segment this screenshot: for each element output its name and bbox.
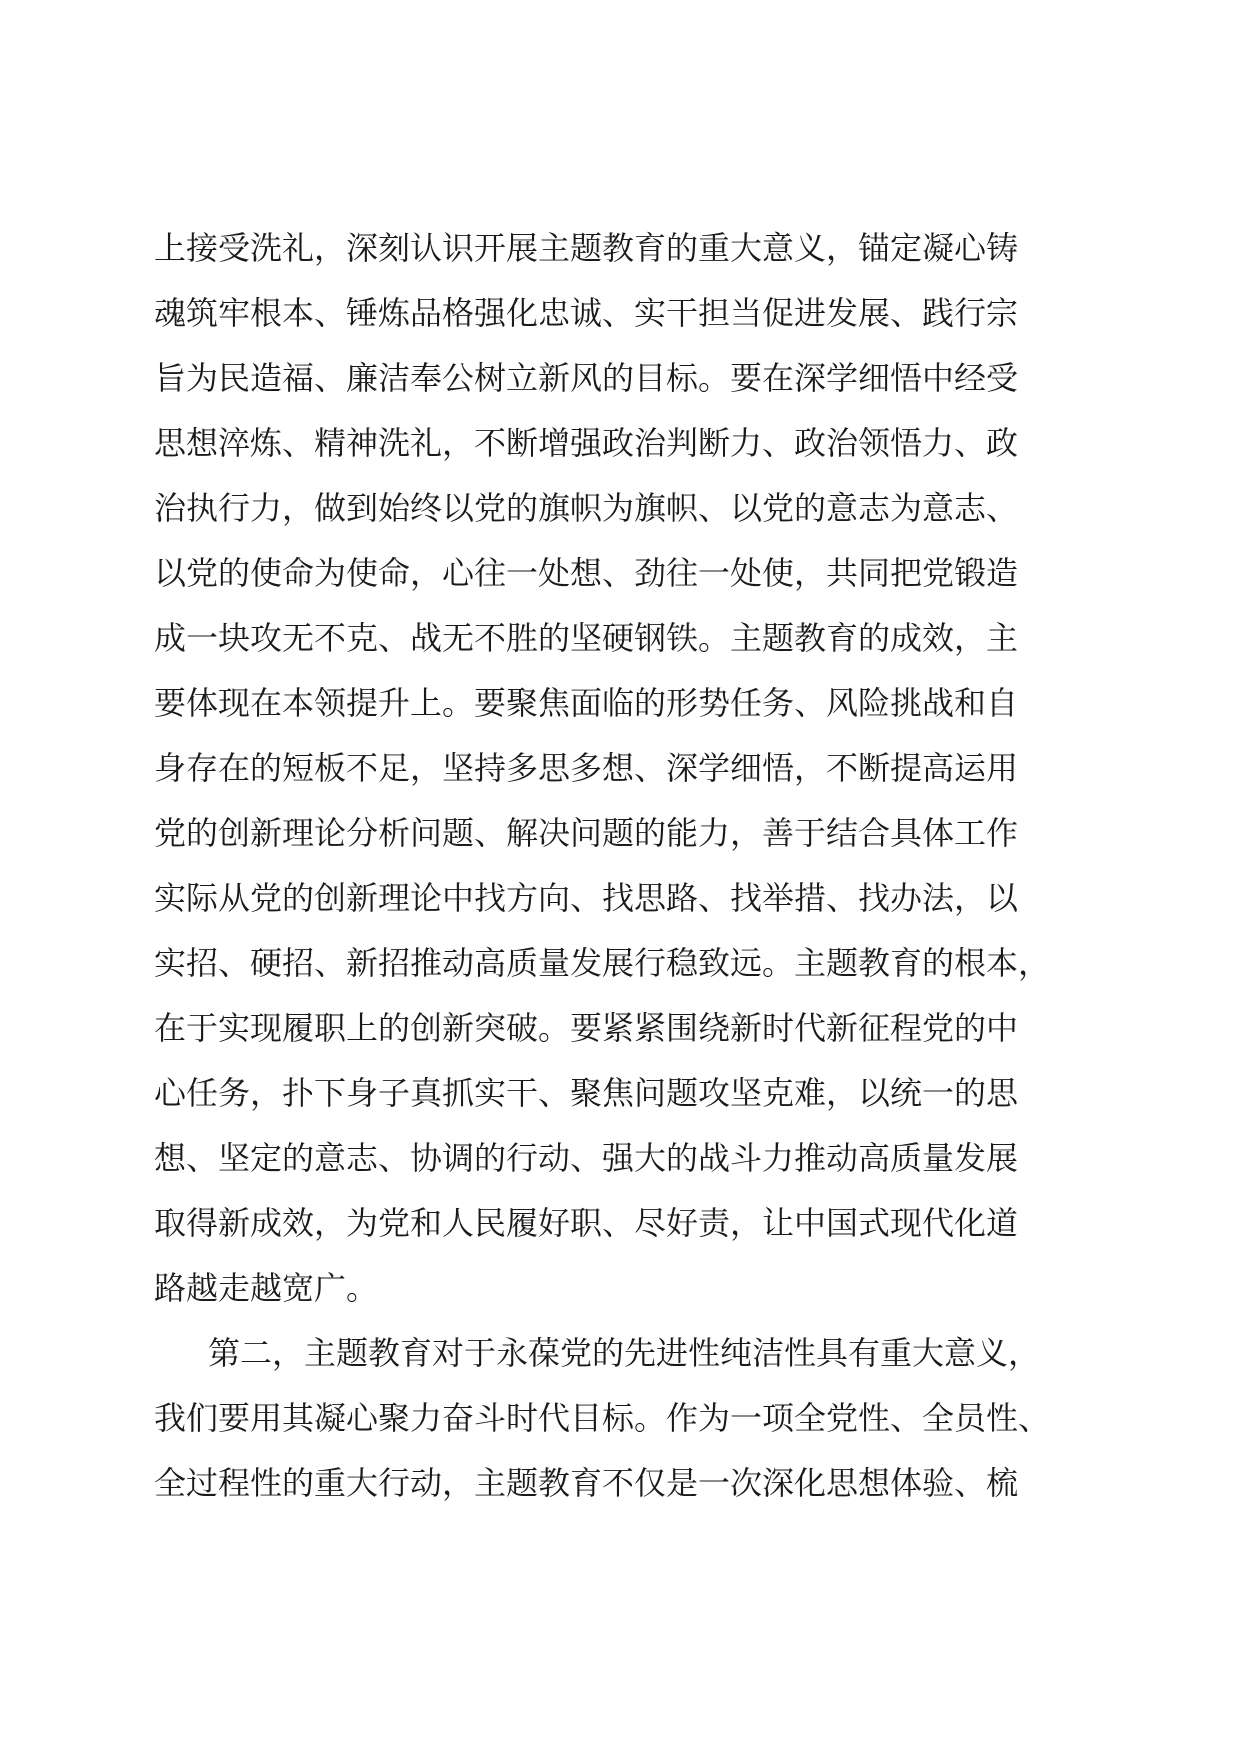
text-line: 在于实现履职上的创新突破。要紧紧围绕新时代新征程党的中 [154,1009,1019,1047]
text-line: 成一块攻无不克、战无不胜的坚硬钢铁。主题教育的成效，主 [154,619,1019,657]
text-line: 上接受洗礼，深刻认识开展主题教育的重大意义，锚定凝心铸 [154,229,1019,267]
text-line: 治执行力，做到始终以党的旗帜为旗帜、以党的意志为意志、 [154,489,1019,527]
text-line: 想、坚定的意志、协调的行动、强大的战斗力推动高质量发展 [154,1139,1019,1177]
text-line: 全过程性的重大行动，主题教育不仅是一次深化思想体验、梳 [154,1464,1019,1502]
text-line: 心任务，扑下身子真抓实干、聚焦问题攻坚克难，以统一的思 [154,1074,1019,1112]
text-line: 我们要用其凝心聚力奋斗时代目标。作为一项全党性、全员性、 [154,1399,1051,1437]
text-line: 要体现在本领提升上。要聚焦面临的形势任务、风险挑战和自 [154,684,1019,722]
paragraph-start-line: 第二，主题教育对于永葆党的先进性纯洁性具有重大意义， [208,1334,1041,1372]
text-line: 旨为民造福、廉洁奉公树立新风的目标。要在深学细悟中经受 [154,359,1019,397]
text-line: 实际从党的创新理论中找方向、找思路、找举措、找办法，以 [154,879,1019,917]
text-line: 路越走越宽广。 [154,1269,379,1307]
text-line: 身存在的短板不足，坚持多思多想、深学细悟，不断提高运用 [154,749,1019,787]
text-line: 魂筑牢根本、锤炼品格强化忠诚、实干担当促进发展、践行宗 [154,294,1019,332]
text-line: 取得新成效，为党和人民履好职、尽好责，让中国式现代化道 [154,1204,1019,1242]
body-text [154,216,1094,1516]
text-line: 党的创新理论分析问题、解决问题的能力，善于结合具体工作 [154,814,1019,852]
text-line: 以党的使命为使命，心往一处想、劲往一处使，共同把党锻造 [154,554,1019,592]
text-line: 实招、硬招、新招推动高质量发展行稳致远。主题教育的根本， [154,944,1051,982]
text-line: 思想淬炼、精神洗礼，不断增强政治判断力、政治领悟力、政 [154,424,1019,462]
